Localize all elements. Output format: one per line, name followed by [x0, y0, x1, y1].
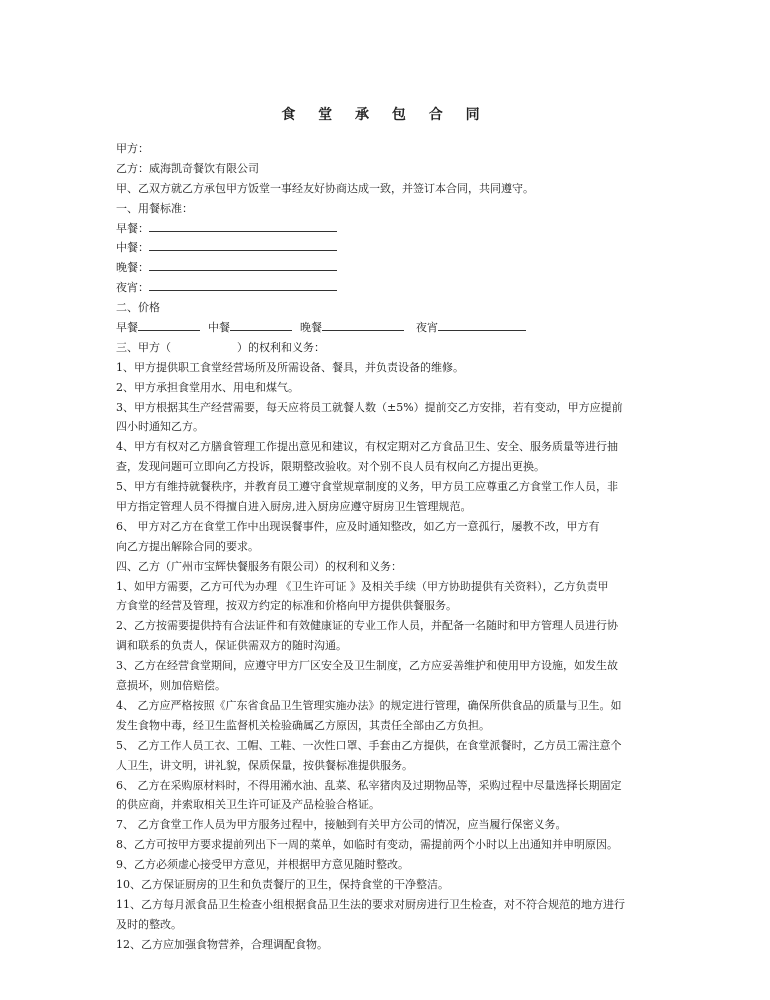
price-dinner-label: 晚餐: [300, 321, 322, 335]
party-b-obligation-item-line: 4、 乙方应严格按照《广东省食品卫生管理实施办法》的规定进行管理，确保所供食品的质量与卫生。如: [116, 698, 622, 712]
fill-blank-line: [149, 240, 337, 251]
party-b-obligation-item: [116, 815, 660, 835]
meal-standard-dinner: [116, 258, 660, 278]
meal-standard-lunch: [116, 238, 660, 258]
document-title: 食 堂 承 包 合 同: [281, 107, 489, 123]
party-b-obligation-item-line: 2、乙方按需要提供持有合法证件和有效健康证的专业工作人员，并配备一名随时和甲方管理人员进行协: [116, 619, 618, 633]
party-b-obligation-item-line: 7、 乙方食堂工作人员为甲方服务过程中，接触到有关甲方公司的情况，应当履行保密义务。: [116, 818, 567, 832]
fill-blank-line: [149, 280, 337, 291]
party-a-obligation-item-line: 3、甲方根据其生产经营需要，每天应将员工就餐人数（±5%）提前交乙方安排，若有变动，甲方应提前: [116, 400, 623, 414]
party-b-obligation-item: [116, 736, 660, 776]
party-b-obligation-item: [116, 616, 660, 656]
party-b-obligation-item-line: 8、乙方可按甲方要求提前列出下一周的菜单，如临时有变动，需提前两个小时以上出通知并申明原因。: [116, 838, 618, 852]
party-a-obligation-item-line: 2、甲方承担食堂用水、用电和煤气。: [116, 380, 299, 394]
party-b-obligation-item: [116, 935, 660, 955]
meal-standard-breakfast-label: 早餐：: [116, 221, 149, 235]
fill-blank-line: [149, 260, 337, 271]
party-b-obligation-item: [116, 875, 660, 895]
party-a-obligation-item: [116, 517, 660, 557]
party-b-obligation-item-line: 9、乙方必须虚心接受甲方意见，并根据甲方意见随时整改。: [116, 858, 409, 872]
party-b-obligation-item: [116, 855, 660, 875]
intro-paragraph: 甲、乙双方就乙方承包甲方饭堂一事经友好协商达成一致，并签订本合同，共同遵守。: [116, 181, 534, 195]
party-b-label: 乙方：威海凯奇餐饮有限公司: [116, 161, 259, 175]
price-night-label: 夜宵: [416, 321, 438, 335]
party-a-obligation-item: [116, 477, 660, 517]
party-b-obligation-item: [116, 577, 660, 617]
party-a-obligation-item: [116, 398, 660, 438]
party-b-obligation-item-line: 12、乙方应加强食物营养，合理调配食物。: [116, 937, 328, 951]
contract-body: [116, 139, 660, 955]
party-b-obligation-item-line: 意损坏，则加倍赔偿。: [116, 679, 226, 693]
party-b-obligation-item-line: 3、乙方在经营食堂期间，应遵守甲方厂区安全及卫生制度，乙方应妥善维护和使用甲方设施，如发生故: [116, 659, 618, 673]
party-b-obligation-item-line: 调和联系的负责人，保证供需双方的随时沟通。: [116, 639, 347, 653]
party-a-obligation-item-line: 查，发现问题可立即向乙方投诉，限期整改验收。对个别不良人员有权向乙方提出更换。: [116, 460, 545, 474]
party-b-obligation-item-line: 方食堂的经营及管理，按双方约定的标准和价格向甲方提供供餐服务。: [116, 599, 457, 613]
fill-blank-line: [138, 320, 200, 331]
party-a-obligation-item: [116, 437, 660, 477]
section-3-heading-suffix: ）的权利和义务：: [237, 340, 325, 354]
section-2-heading: 二、价格: [116, 301, 160, 315]
party-a-obligation-item-line: 甲方指定管理人员不得擅自进入厨房,进入厨房应遵守厨房卫生管理规范。: [116, 500, 472, 514]
party-b-obligation-item-line: 及时的整改。: [116, 917, 182, 931]
party-b-obligation-item-line: 10、乙方保证厨房的卫生和负责餐厅的卫生，保持食堂的干净整洁。: [116, 877, 449, 891]
fill-blank-line: [438, 320, 526, 331]
section-1-heading: 一、用餐标准：: [116, 201, 193, 215]
fill-blank-line: [230, 320, 292, 331]
fill-blank-line: [149, 221, 337, 232]
meal-standard-night: [116, 278, 660, 298]
section-3-heading: [116, 338, 660, 358]
party-a-obligation-item-line: 5、甲方有维持就餐秩序，并教育员工遵守食堂规章制度的义务，甲方员工应尊重乙方食堂工作人员，非: [116, 480, 618, 494]
party-b-obligation-item-line: 1、如甲方需要，乙方可代为办理 《卫生许可证 》及相关手续（甲方协助提供有关资料），乙方负责甲: [116, 579, 609, 593]
party-b-obligation-item: [116, 696, 660, 736]
fill-blank-line: [322, 320, 404, 331]
party-a-obligation-item-line: 四小时通知乙方。: [116, 420, 204, 434]
price-row: [116, 318, 660, 338]
party-a-obligation-item: [116, 358, 660, 378]
party-b-obligation-item: [116, 776, 660, 816]
party-b-obligation-item-line: 人卫生，讲文明，讲礼貌，保质保量，按供餐标准提供服务。: [116, 758, 413, 772]
party-b-obligation-item-line: 5、 乙方工作人员工衣、工帽、工鞋、一次性口罩、手套由乙方提供，在食堂派餐时，乙方员工需注意个: [116, 738, 622, 752]
meal-standard-dinner-label: 晚餐：: [116, 261, 149, 275]
party-a-obligation-item-line: 向乙方提出解除合同的要求。: [116, 539, 259, 553]
price-lunch-label: 中餐: [208, 321, 230, 335]
party-a-obligations-list: [116, 358, 660, 557]
party-a-obligation-item-line: 1、甲方提供职工食堂经营场所及所需设备、餐具，并负责设备的维修。: [116, 360, 464, 374]
party-b-obligation-item: [116, 835, 660, 855]
meal-standard-night-label: 夜宵：: [116, 281, 149, 295]
party-a-label: 甲方：: [116, 142, 149, 155]
party-a-obligation-item: [116, 378, 660, 398]
party-b-obligations-list: [116, 577, 660, 955]
party-b-obligation-item-line: 11、乙方每月派食品卫生检查小组根据食品卫生法的要求对厨房进行卫生检查，对不符合规范的地方进行: [116, 897, 625, 911]
section-3-heading-prefix: 三、甲方（: [116, 340, 171, 354]
party-a-obligation-item-line: 6、 甲方对乙方在食堂工作中出现误餐事件，应及时通知整改，如乙方一意孤行，屡教不改，甲方有: [116, 519, 600, 533]
meal-standard-breakfast: [116, 219, 660, 239]
party-b-obligation-item-line: 发生食物中毒，经卫生监督机关检验确属乙方原因，其责任全部由乙方负担。: [116, 718, 490, 732]
section-4-heading: 四、乙方（广州市宝辉快餐服务有限公司）的权利和义务：: [116, 559, 402, 573]
party-b-obligation-item: [116, 895, 660, 935]
party-b-obligation-item-line: 的供应商，并索取相关卫生许可证及产品检验合格证。: [116, 798, 380, 812]
meal-standard-lunch-label: 中餐：: [116, 241, 149, 255]
party-b-obligation-item: [116, 656, 660, 696]
party-b-obligation-item-line: 6、 乙方在采购原材料时，不得用潲水油、乱菜、私宰猪肉及过期物品等，采购过程中尽量选择长期固定: [116, 778, 622, 792]
price-breakfast-label: 早餐: [116, 321, 138, 335]
party-a-obligation-item-line: 4、甲方有权对乙方膳食管理工作提出意见和建议，有权定期对乙方食品卫生、安全、服务质量等进行抽: [116, 440, 618, 454]
